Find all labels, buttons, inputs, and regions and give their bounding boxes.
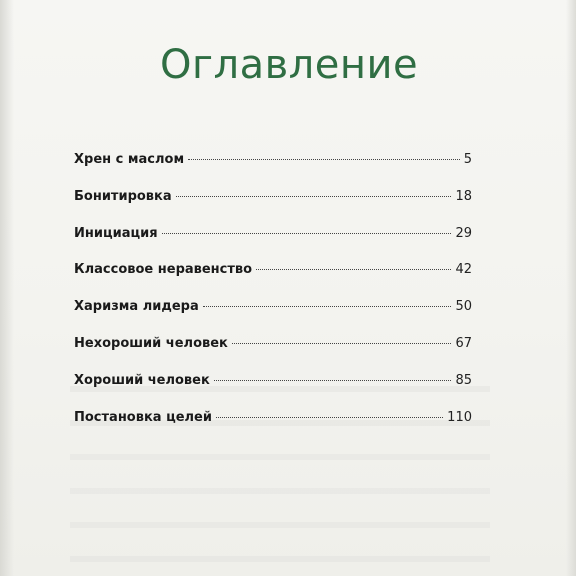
toc-entry-page: 50	[455, 299, 472, 315]
toc-leader-dots	[176, 196, 452, 197]
toc-entry-page: 5	[463, 152, 472, 167]
toc-entry-page: 110	[447, 409, 472, 425]
toc-entry-title: Хороший человек	[74, 372, 210, 388]
toc-entry[interactable]	[74, 336, 472, 373]
toc-entry-title: Постановка целей	[74, 409, 212, 425]
toc-entry-page: 42	[455, 262, 472, 278]
toc-entry-page: 67	[455, 335, 472, 351]
toc-leader-dots	[188, 159, 460, 160]
toc-entry-page: 85	[455, 372, 472, 388]
toc-entry[interactable]	[74, 226, 472, 263]
toc-entry-title: Классовое неравенство	[74, 262, 253, 278]
toc-entry[interactable]	[74, 189, 472, 226]
toc-entry-title: Нехороший человек	[74, 335, 228, 351]
toc-leader-dots	[256, 269, 451, 270]
toc-entry[interactable]	[74, 152, 472, 189]
toc-entry[interactable]	[74, 299, 472, 336]
toc-leader-dots	[216, 417, 443, 418]
toc-leader-dots	[232, 343, 452, 344]
toc-leader-dots	[162, 233, 452, 234]
toc-entry-title: Инициация	[74, 225, 158, 241]
toc-entry-page: 29	[455, 225, 472, 241]
toc-leader-dots	[214, 380, 452, 381]
table-of-contents	[74, 152, 472, 446]
toc-leader-dots	[203, 306, 452, 307]
toc-entry[interactable]	[74, 373, 472, 410]
toc-entry-title: Хрен с маслом	[74, 152, 185, 167]
toc-entry-page: 18	[455, 188, 472, 204]
toc-entry[interactable]	[74, 262, 472, 299]
page-title: Оглавление	[160, 42, 419, 88]
toc-entry-title: Бонитировка	[74, 188, 172, 204]
toc-entry[interactable]	[74, 410, 472, 447]
toc-entry-title: Харизма лидера	[74, 299, 199, 315]
